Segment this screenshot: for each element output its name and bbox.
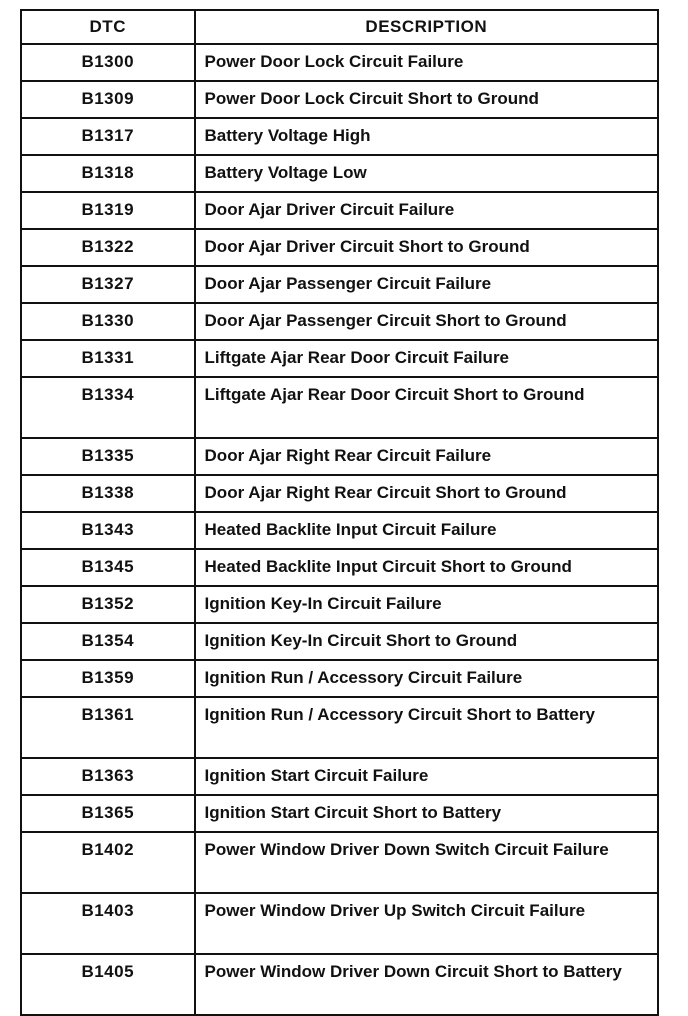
header-dtc: DTC — [21, 10, 195, 44]
table-row — [21, 118, 658, 155]
dtc-code: B1361 — [21, 697, 195, 758]
table-row — [21, 954, 658, 1015]
dtc-description: Power Door Lock Circuit Short to Ground — [195, 81, 658, 118]
dtc-description: Liftgate Ajar Rear Door Circuit Failure — [195, 340, 658, 377]
table-row — [21, 660, 658, 697]
table-row — [21, 697, 658, 758]
dtc-description: Door Ajar Driver Circuit Short to Ground — [195, 229, 658, 266]
dtc-code: B1300 — [21, 44, 195, 81]
table-row — [21, 893, 658, 954]
header-description: DESCRIPTION — [195, 10, 658, 44]
dtc-description: Heated Backlite Input Circuit Failure — [195, 512, 658, 549]
dtc-code: B1343 — [21, 512, 195, 549]
dtc-code: B1338 — [21, 475, 195, 512]
dtc-description: Door Ajar Passenger Circuit Failure — [195, 266, 658, 303]
dtc-description: Door Ajar Driver Circuit Failure — [195, 192, 658, 229]
dtc-code: B1309 — [21, 81, 195, 118]
table-row — [21, 586, 658, 623]
dtc-code: B1335 — [21, 438, 195, 475]
table-row — [21, 81, 658, 118]
dtc-code: B1318 — [21, 155, 195, 192]
dtc-description: Battery Voltage Low — [195, 155, 658, 192]
table-row — [21, 758, 658, 795]
dtc-description: Door Ajar Right Rear Circuit Failure — [195, 438, 658, 475]
dtc-code: B1319 — [21, 192, 195, 229]
table-row — [21, 549, 658, 586]
dtc-description: Liftgate Ajar Rear Door Circuit Short to Ground — [195, 377, 658, 438]
dtc-description: Ignition Start Circuit Short to Battery — [195, 795, 658, 832]
table-row — [21, 438, 658, 475]
table-row — [21, 266, 658, 303]
table-row — [21, 192, 658, 229]
table-row — [21, 795, 658, 832]
dtc-code: B1354 — [21, 623, 195, 660]
dtc-code: B1359 — [21, 660, 195, 697]
dtc-code: B1363 — [21, 758, 195, 795]
table-header — [21, 10, 658, 44]
dtc-code: B1402 — [21, 832, 195, 893]
table-row — [21, 832, 658, 893]
dtc-description: Battery Voltage High — [195, 118, 658, 155]
dtc-description: Power Window Driver Down Circuit Short to Battery — [195, 954, 658, 1015]
table-row — [21, 303, 658, 340]
dtc-table — [20, 9, 659, 1016]
dtc-code: B1403 — [21, 893, 195, 954]
dtc-description: Ignition Run / Accessory Circuit Short to Battery — [195, 697, 658, 758]
dtc-code: B1317 — [21, 118, 195, 155]
dtc-description: Heated Backlite Input Circuit Short to Ground — [195, 549, 658, 586]
dtc-code: B1352 — [21, 586, 195, 623]
dtc-code: B1334 — [21, 377, 195, 438]
header-row — [21, 10, 658, 44]
table-row — [21, 512, 658, 549]
dtc-description: Ignition Start Circuit Failure — [195, 758, 658, 795]
dtc-code: B1330 — [21, 303, 195, 340]
dtc-description: Ignition Key-In Circuit Short to Ground — [195, 623, 658, 660]
dtc-code: B1365 — [21, 795, 195, 832]
table-row — [21, 475, 658, 512]
dtc-code: B1345 — [21, 549, 195, 586]
dtc-description: Door Ajar Right Rear Circuit Short to Ground — [195, 475, 658, 512]
table-row — [21, 377, 658, 438]
table-row — [21, 44, 658, 81]
table-row — [21, 229, 658, 266]
dtc-code: B1327 — [21, 266, 195, 303]
dtc-code: B1405 — [21, 954, 195, 1015]
dtc-code: B1322 — [21, 229, 195, 266]
table-row — [21, 623, 658, 660]
dtc-description: Power Door Lock Circuit Failure — [195, 44, 658, 81]
dtc-description: Ignition Run / Accessory Circuit Failure — [195, 660, 658, 697]
table-body — [21, 44, 658, 1015]
dtc-code: B1331 — [21, 340, 195, 377]
dtc-description: Power Window Driver Up Switch Circuit Failure — [195, 893, 658, 954]
table-row — [21, 155, 658, 192]
table-row — [21, 340, 658, 377]
dtc-description: Ignition Key-In Circuit Failure — [195, 586, 658, 623]
dtc-description: Power Window Driver Down Switch Circuit Failure — [195, 832, 658, 893]
dtc-description: Door Ajar Passenger Circuit Short to Ground — [195, 303, 658, 340]
